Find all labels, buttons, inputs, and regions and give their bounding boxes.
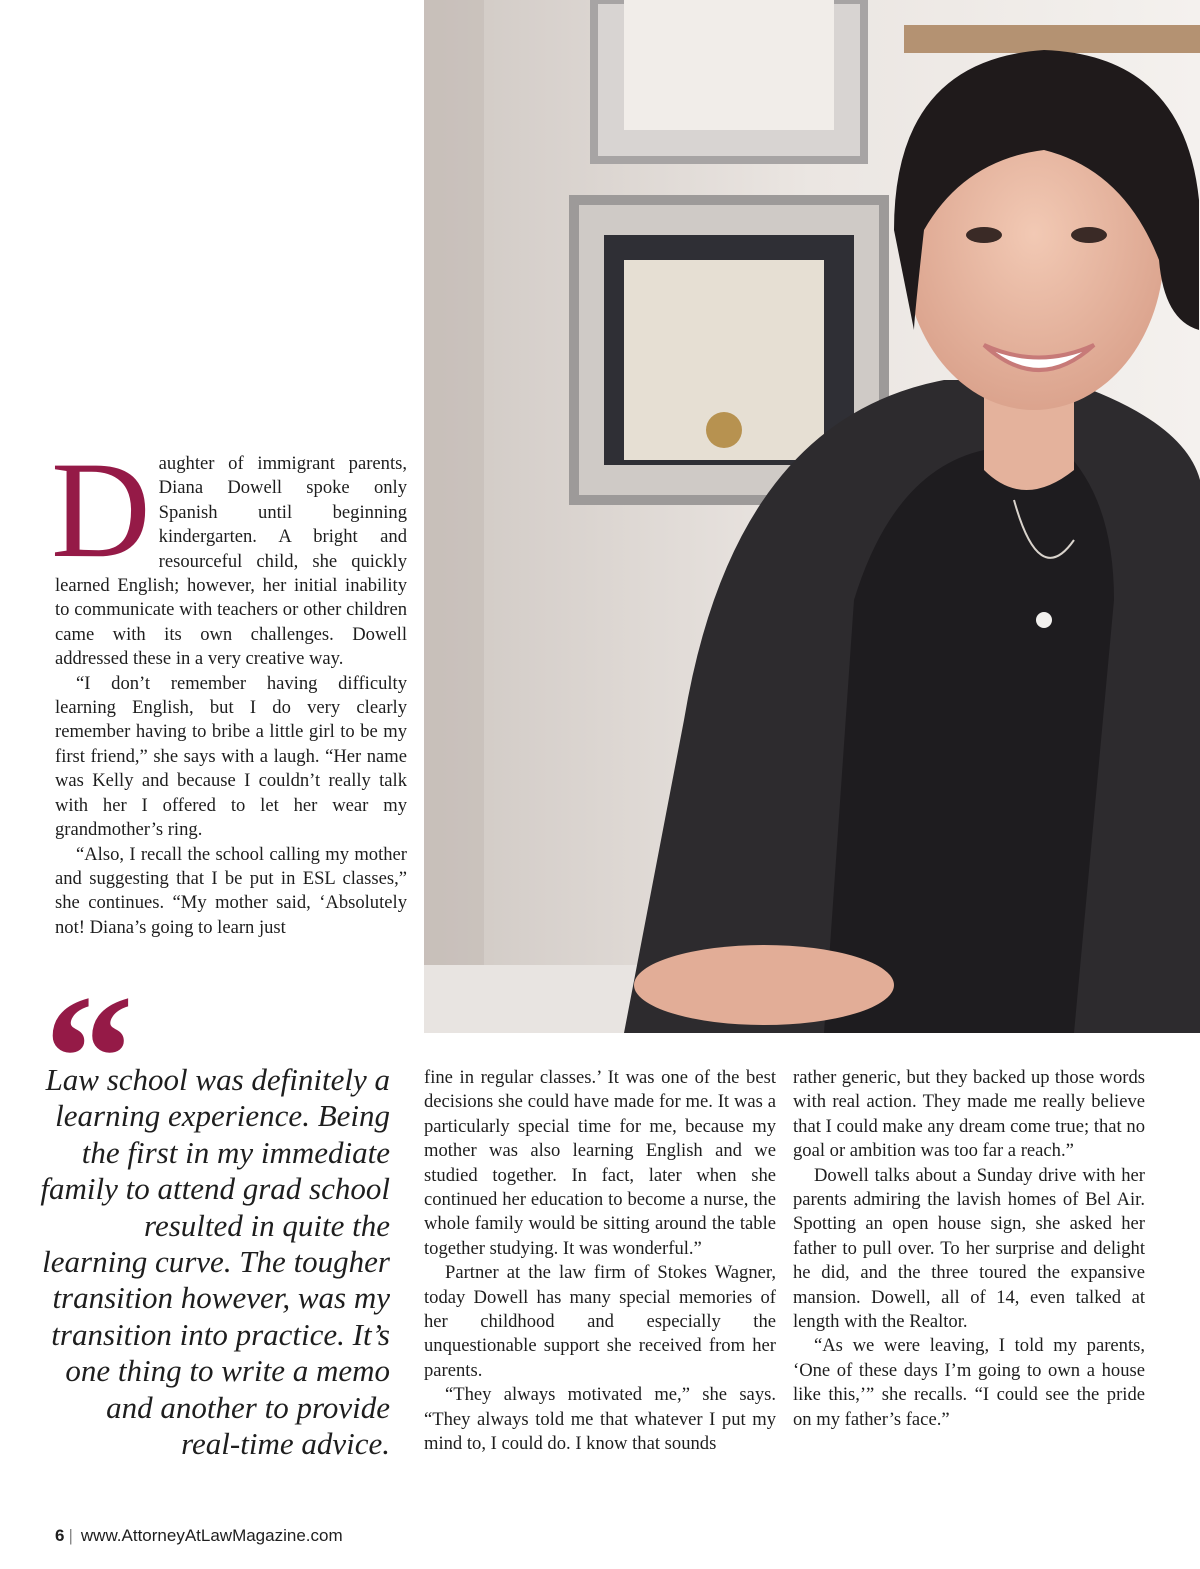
quote-mark-icon: “ xyxy=(44,958,134,1157)
paragraph-text: aughter of immigrant parents, Diana Dowell spoke only Spanish until beginning kindergarten. A bright and resourceful child, she quickly learned English; however, her initial inability to communicate with teachers or other children came with its own challenges. Dowell addressed these in a very creative way. xyxy=(55,453,407,670)
article-intro-column xyxy=(51,433,407,940)
article-column-2 xyxy=(424,1066,776,1457)
footer-separator: | xyxy=(68,1526,73,1545)
page-number: 6 xyxy=(55,1526,65,1545)
article-paragraph xyxy=(51,433,407,672)
article-paragraph: fine in regular classes.’ It was one of the best decisions she could have made for me. It was a particularly special time for me, because my mother was also learning English and we studied together. In fact, later when she continued her education to become a nurse, the whole family would be sitting around the table together studying. It was wonderful.” xyxy=(424,1067,776,1259)
article-column-3 xyxy=(793,1066,1145,1432)
article-paragraph: “I don’t remember having difficulty learning English, but I do very clearly remember having to bribe a little girl to be my first friend,” she says with a laugh. “Her name was Kelly and because I couldn’t really talk with her I offered to let her wear my grandmother’s ring. xyxy=(55,672,407,841)
pull-quote: Law school was definitely a learning experience. Being the first in my immediate family to attend grad school resulted in quite the learning curve. The tougher transition however, was my transition into practice. It’s one thing to write a memo and another to provide real-time advice. xyxy=(40,1062,390,1462)
website-link[interactable]: www.AttorneyAtLawMagazine.com xyxy=(80,1526,343,1545)
drop-cap: D xyxy=(51,433,151,586)
article-paragraph: Dowell talks about a Sunday drive with her parents admiring the lavish homes of Bel Air. Spotting an open house sign, she asked her father to pull over. To her surprise and delight he did, and the three toured the expansive mansion. Dowell, all of 14, even talked at length with the Realtor. xyxy=(793,1164,1145,1333)
article-paragraph: “They always motivated me,” she says. “They always told me that whatever I put my mind to, I could do. I know that sounds xyxy=(424,1384,776,1455)
portrait-photo xyxy=(424,0,1200,1033)
article-paragraph: “As we were leaving, I told my parents, ‘One of these days I’m going to own a house like this,’” she recalls. “I could see the pride on my father’s face.” xyxy=(793,1335,1145,1430)
article-paragraph: “Also, I recall the school calling my mother and suggesting that I be put in ESL classes,” she continues. “My mother said, ‘Absolutely not! Diana’s going to learn just xyxy=(55,843,407,938)
page-footer xyxy=(55,1526,343,1546)
article-paragraph: rather generic, but they backed up those words with real action. They made me really believe that I could make any dream come true; that no goal or ambition was too far a reach.” xyxy=(793,1067,1145,1162)
article-paragraph: Partner at the law firm of Stokes Wagner, today Dowell has many special memories of her childhood and especially the unquestionable support she received from her parents. xyxy=(424,1262,776,1381)
